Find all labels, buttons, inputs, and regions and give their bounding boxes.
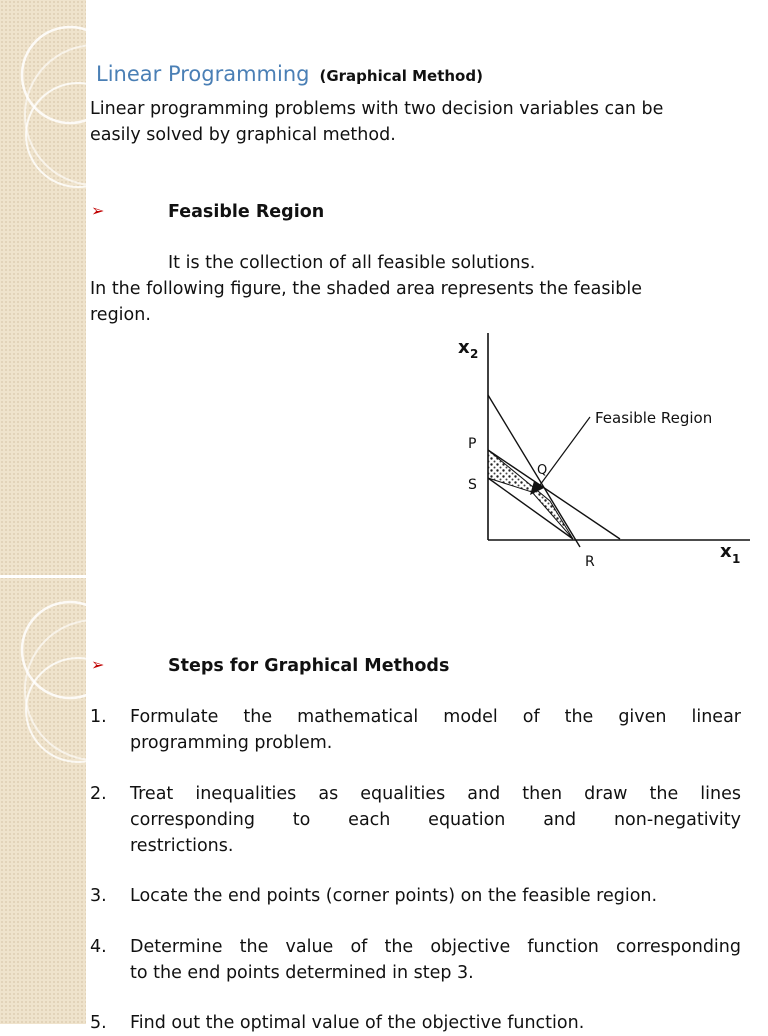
step-5-line-1: Find out the optimal value of the objective function.: [130, 1013, 585, 1033]
step-1-number: 1.: [90, 707, 107, 727]
step-2-number: 2.: [90, 784, 107, 804]
point-s-label: S: [468, 477, 477, 493]
step-1-line-2: programming problem.: [130, 733, 333, 753]
slide-title: [96, 62, 483, 86]
figure-text-line-1: In the following figure, the shaded area represents the feasible: [90, 279, 643, 299]
figure-text-line-2: region.: [90, 305, 151, 325]
bullet-arrow-icon: ➢: [91, 201, 105, 220]
step-3-number: 3.: [90, 886, 107, 906]
steps-heading: Steps for Graphical Methods: [168, 656, 450, 676]
feasible-region-figure: [430, 325, 760, 570]
pointer-line: [540, 417, 590, 485]
bullet-arrow-icon: ➢: [91, 655, 105, 674]
feasible-definition: It is the collection of all feasible solutions.: [168, 253, 536, 273]
step-4-line-1: Determine the value of the objective function corresponding: [130, 937, 741, 957]
title-main: Linear Programming: [96, 62, 310, 86]
step-2-line-1: Treat inequalities as equalities and then draw the lines: [130, 784, 741, 804]
step-1-line-1: Formulate the mathematical model of the given linear: [130, 707, 741, 727]
point-p-label: P: [468, 436, 477, 452]
x-axis-label: x: [720, 541, 732, 562]
feasible-heading: Feasible Region: [168, 202, 325, 222]
step-2-line-3: restrictions.: [130, 836, 234, 856]
step-3-line-1: Locate the end points (corner points) on the feasible region.: [130, 886, 658, 906]
step-5-number: 5.: [90, 1013, 107, 1033]
step-2-line-2: corresponding to each equation and non-negativity: [130, 810, 741, 830]
y-axis-label: x: [458, 337, 470, 358]
intro-line-1: Linear programming problems with two decision variables can be: [90, 99, 664, 119]
x-axis-subscript: 1: [732, 552, 741, 566]
y-axis-subscript: 2: [470, 347, 479, 361]
feasible-region-label: Feasible Region: [595, 409, 713, 427]
step-4-number: 4.: [90, 937, 107, 957]
intro-line-2: easily solved by graphical method.: [90, 125, 396, 145]
point-q-label: Q: [537, 463, 548, 478]
title-sub: (Graphical Method): [319, 67, 483, 85]
point-r-label: R: [585, 554, 595, 570]
step-4-line-2: to the end points determined in step 3.: [130, 963, 474, 983]
